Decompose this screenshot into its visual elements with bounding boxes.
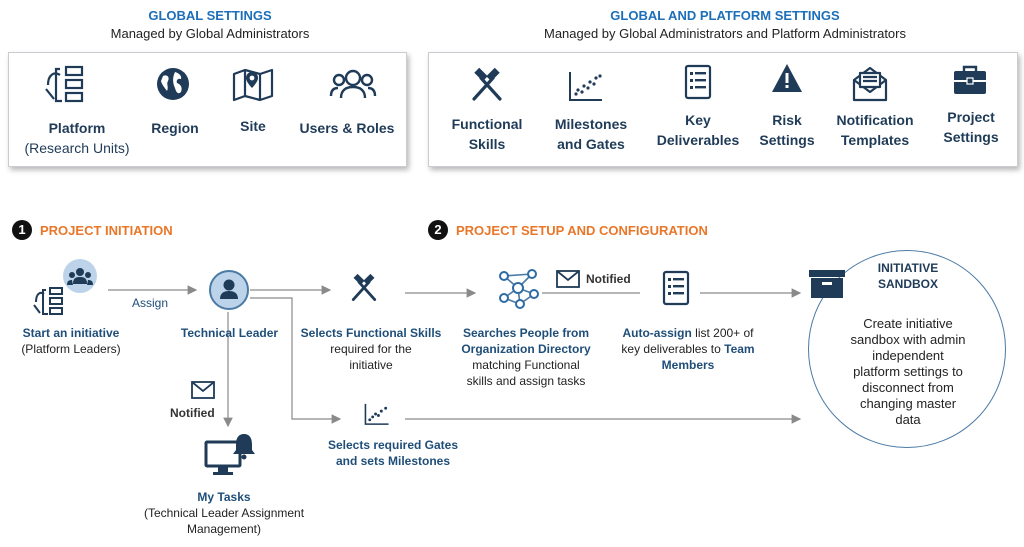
my-tasks-title: My Tasks: [197, 490, 251, 504]
technical-leader-label: Technical Leader: [180, 326, 279, 340]
milestones-label-1: Milestones: [554, 116, 628, 132]
search-people-line-2: skills and assign tasks: [466, 374, 586, 388]
hammers-flow-icon: [350, 274, 378, 302]
start-initiative-title: Start an initiative: [22, 326, 120, 340]
sandbox-line-5: disconnect from: [862, 380, 954, 395]
technical-leader-avatar-icon: [208, 269, 250, 311]
my-tasks-line-2: Management): [186, 522, 262, 536]
notification-label-2: Templates: [840, 132, 910, 148]
search-people-line-1: matching Functional: [472, 358, 580, 372]
auto-assign-text-2: key deliverables to: [621, 342, 725, 356]
auto-assign-team: Team: [724, 342, 755, 356]
start-initiative-icon: [30, 258, 104, 318]
select-gates-node[interactable]: [318, 437, 468, 469]
functional-skills-label-1: Functional: [451, 116, 523, 132]
select-skills-title: Selects Functional Skills: [300, 326, 442, 340]
sandbox-line-7: data: [895, 412, 921, 427]
sandbox-title-1: INITIATIVE: [877, 261, 939, 275]
notified-right-label: Notified: [586, 272, 631, 286]
my-tasks-node[interactable]: [124, 489, 324, 537]
checklist-flow-icon: [662, 270, 690, 306]
select-skills-line-1: required for the: [330, 342, 412, 356]
envelope-notified-left-icon: [191, 381, 215, 399]
site-label: Site: [240, 118, 266, 134]
search-people-title-1: Searches People from: [462, 326, 590, 340]
risk-label-1: Risk: [772, 112, 802, 128]
sandbox-line-1: Create initiative: [863, 316, 953, 331]
auto-assign-node[interactable]: [608, 325, 768, 373]
start-initiative-sub: (Platform Leaders): [21, 342, 121, 356]
project-settings-label-2: Settings: [943, 129, 999, 145]
assign-label: Assign: [132, 296, 169, 310]
step-1-number: 1: [12, 220, 32, 240]
monitor-bell-icon: [204, 432, 256, 478]
select-gates-line-2: and sets Milestones: [335, 454, 451, 468]
users-roles-label: Users & Roles: [299, 120, 395, 136]
start-initiative-node[interactable]: [6, 325, 136, 357]
platform-settings-subtitle: Managed by Global Administrators and Platform Administrators: [543, 26, 906, 41]
sandbox-line-4: platform settings to: [853, 364, 963, 379]
functional-skills-label-2: Skills: [468, 136, 506, 152]
select-gates-line-1: Selects required Gates: [327, 438, 459, 452]
key-deliverables-label-1: Key: [685, 112, 711, 128]
sandbox-line-6: changing master: [859, 396, 957, 411]
step-2-title: PROJECT SETUP AND CONFIGURATION: [456, 223, 708, 238]
box-icon: [808, 268, 846, 300]
my-tasks-line-1: (Technical Leader Assignment: [143, 506, 305, 520]
select-skills-line-2: initiative: [349, 358, 393, 372]
step-2-number: 2: [428, 220, 448, 240]
scatter-flow-icon: [364, 402, 390, 426]
sandbox-line-2: sandbox with admin: [850, 332, 966, 347]
search-people-node[interactable]: [446, 325, 606, 389]
sandbox-line-3: independent: [872, 348, 944, 363]
envelope-notified-right-icon: [556, 270, 580, 288]
auto-assign-members: Members: [661, 358, 715, 372]
search-people-title-2: Organization Directory: [461, 342, 591, 356]
sandbox-title-2: SANDBOX: [877, 277, 938, 291]
platform-sublabel: (Research Units): [24, 140, 130, 156]
global-settings-title: GLOBAL SETTINGS: [148, 8, 272, 23]
platform-settings-title: GLOBAL AND PLATFORM SETTINGS: [610, 8, 840, 23]
notification-label-1: Notification: [836, 112, 914, 128]
global-settings-subtitle: Managed by Global Administrators: [110, 26, 310, 41]
region-label: Region: [151, 120, 199, 136]
auto-assign-bold: Auto-assign: [622, 326, 692, 340]
select-skills-node[interactable]: [292, 325, 450, 373]
network-icon: [496, 268, 540, 310]
platform-label: Platform: [48, 120, 106, 136]
sandbox-description: [828, 316, 988, 428]
step-1-title: PROJECT INITIATION: [40, 223, 173, 238]
notified-left-label: Notified: [170, 406, 215, 420]
sandbox-title: [856, 260, 960, 292]
project-settings-label-1: Project: [947, 109, 995, 125]
milestones-label-2: and Gates: [557, 136, 625, 152]
risk-label-2: Settings: [759, 132, 815, 148]
auto-assign-text-1: list 200+ of: [691, 326, 754, 340]
key-deliverables-label-2: Deliverables: [656, 132, 740, 148]
